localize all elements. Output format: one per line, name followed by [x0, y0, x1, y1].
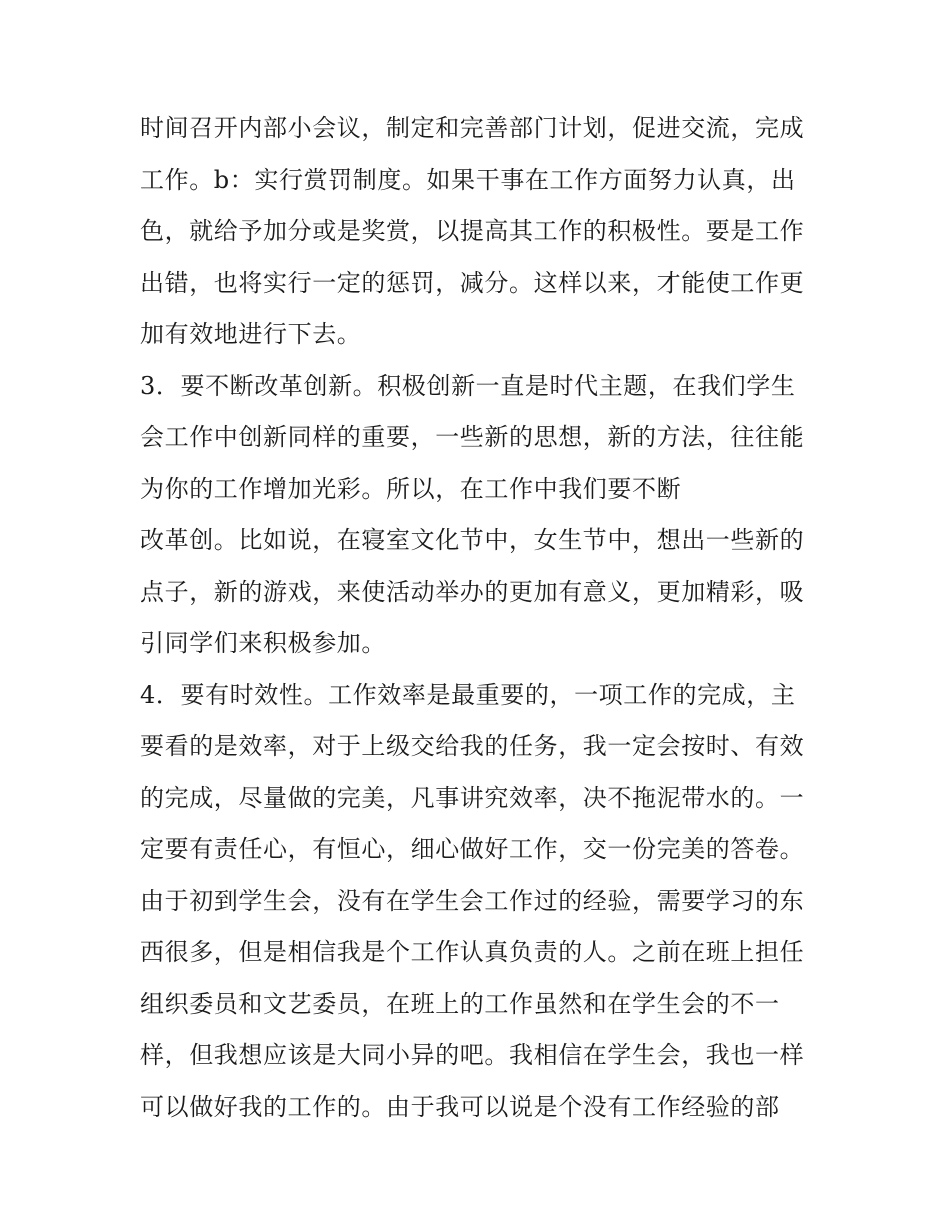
text-line: 可以做好我的工作的。由于我可以说是个没有工作经验的部 [140, 1092, 780, 1121]
text-line: 要看的是效率，对于上级交给我的任务，我一定会按时、有效 [140, 732, 805, 760]
text-line: 引同学们来积极参加。 [140, 629, 386, 657]
text-line: 由于初到学生会，没有在学生会工作过的经验，需要学习的东 [140, 886, 805, 915]
text-line: 样，但我想应该是大同小异的吧。我相信在学生会，我也一样 [140, 1041, 805, 1069]
text-line: 定要有责任心，有恒心，细心做好工作，交一份完美的答卷。 [140, 835, 805, 863]
text-line: 的完成，尽量做的完美，凡事讲究效率，决不拖泥带水的。一 [140, 783, 805, 812]
document-body [140, 103, 820, 1133]
text-line: 点子，新的游戏，来使活动举办的更加有意义，更加精彩，吸 [140, 577, 805, 606]
text-line: 色，就给予加分或是奖赏，以提高其工作的积极性。要是工作 [140, 217, 805, 245]
text-line: 为你的工作增加光彩。所以，在工作中我们要不断 [140, 474, 682, 503]
text-line: 工作。b：实行赏罚制度。如果干事在工作方面努力认真，出 [140, 165, 796, 194]
text-line: 4．要有时效性。工作效率是最重要的，一项工作的完成，主 [140, 680, 796, 709]
text-line: 西很多，但是相信我是个工作认真负责的人。之前在班上担任 [140, 938, 805, 966]
text-line: 组织委员和文艺委员，在班上的工作虽然和在学生会的不一 [140, 989, 780, 1018]
text-line: 加有效地进行下去。 [140, 320, 362, 348]
text-line: 时间召开内部小会议，制定和完善部门计划，促进交流，完成 [140, 114, 805, 142]
text-line: 改革创。比如说，在寝室文化节中，女生节中，想出一些新的 [140, 526, 805, 554]
text-line: 出错，也将实行一定的惩罚，减分。这样以来，才能使工作更 [140, 268, 805, 297]
text-line: 3．要不断改革创新。积极创新一直是时代主题，在我们学生 [140, 371, 796, 400]
text-line: 会工作中创新同样的重要，一些新的思想，新的方法，往往能 [140, 423, 805, 451]
